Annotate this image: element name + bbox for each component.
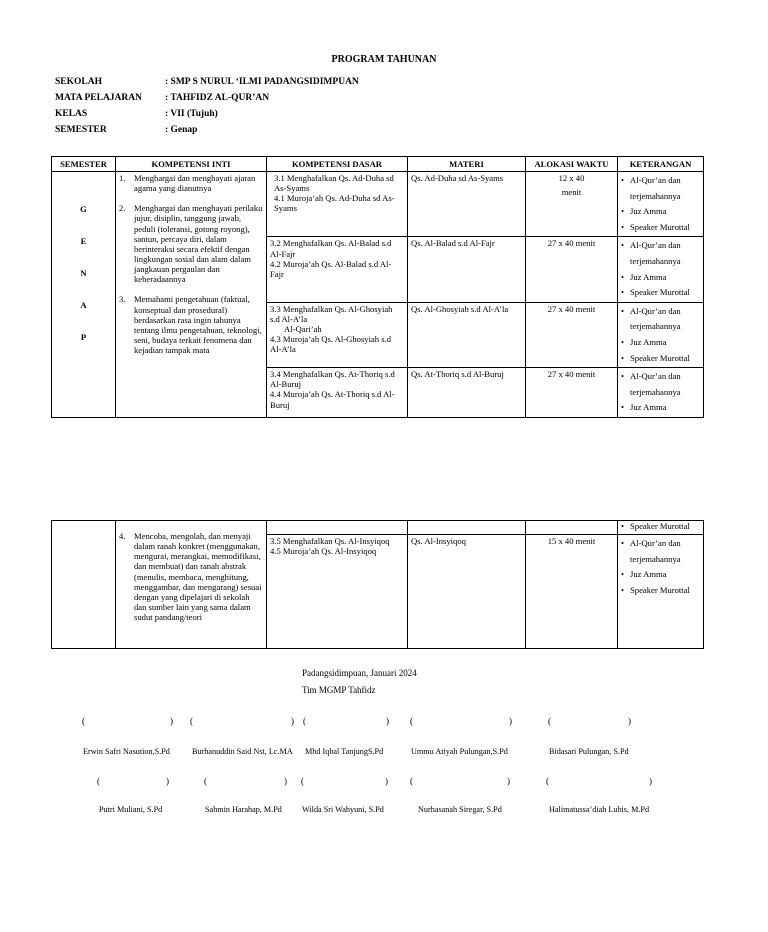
signer-name: Bidasari Pulungan, S.Pd [549, 747, 629, 756]
ki-number: 3. [119, 294, 126, 305]
kd-line: 4.2 Muroja’ah Qs. Al-Balad s.d Al-Fajr [270, 258, 392, 279]
info-label: MATA PELAJARAN [55, 93, 142, 103]
keterangan-item: • Juz Amma [621, 335, 700, 351]
ki-text: Menghargai dan menghayati ajaran agama yang dianutnya [134, 173, 256, 194]
header-ki: KOMPETENSI INTI [116, 157, 267, 172]
keterangan-cell [618, 535, 704, 649]
kd-cell [267, 237, 408, 302]
info-value: : TAHFIDZ AL-QUR’AN [165, 93, 270, 103]
signature-paren-close: ) [628, 716, 631, 726]
alokasi-cell [526, 172, 618, 237]
keterangan-item: • Speaker Murottal [621, 285, 700, 301]
place-date: Padangsidimpuan, Januari 2024 [302, 668, 417, 678]
kd-cell [267, 535, 408, 649]
signature-paren-open: ( [303, 716, 306, 726]
table-row [52, 172, 704, 237]
signature-paren-close: ) [166, 776, 169, 786]
kd-line: 4.4 Muroja’ah Qs. At-Thoriq s.d Al-Buruj [270, 389, 395, 410]
materi-cell [408, 521, 526, 535]
keterangan-item: terjemahannya [630, 321, 681, 332]
signature-paren-close: ) [284, 776, 287, 786]
keterangan-item: • Al-Qur’an dan [621, 173, 700, 189]
keterangan-cell [618, 368, 704, 418]
kd-line: Al-Qari’ah [284, 324, 322, 335]
keterangan-item: • Speaker Murottal [621, 351, 700, 367]
header-semester: SEMESTER [52, 157, 116, 172]
alokasi-value: 12 x 40 [558, 173, 585, 183]
header-alokasi: ALOKASI WAKTU [526, 157, 618, 172]
ki-number: 4. [119, 531, 126, 541]
ki-text: Menghargai dan menghayati perilaku jujur, disiplin, tanggung jawab, peduli (toleransi, gotong royong), santun, percaya diri, dalam berinteraksi secara efektif dengan lingkungan sosial dan alam dalam jangkauan pergaulan dan keberadaannya [134, 203, 263, 285]
ki-text: Memahami pengetahuan (faktual, konseptual dan prosedural) berdasarkan rasa ingin tahunya tentang ilmu pengetahuan, teknologi, seni, budaya terkait fenomena dan kejadian tampak mata [134, 294, 262, 356]
signature-paren-open: ( [97, 776, 100, 786]
signature-paren-open: ( [190, 716, 193, 726]
signature-paren-open: ( [546, 776, 549, 786]
program-table [51, 156, 704, 418]
signature-paren-open: ( [410, 776, 413, 786]
keterangan-item: • Speaker Murottal [621, 220, 700, 236]
info-value: : SMP S NURUL ‘ILMI PADANGSIDIMPUAN [165, 77, 359, 87]
program-table-continued [51, 520, 704, 649]
keterangan-item: terjemahannya [630, 386, 681, 397]
kd-line: 4.3 Muroja’ah Qs. Al-Ghosyiah s.d Al-A’la [270, 334, 392, 355]
signature-paren-close: ) [385, 776, 388, 786]
team-name: Tim MGMP Tahfidz [302, 685, 376, 695]
semester-letter: G [80, 204, 87, 214]
ki-number: 1. [119, 173, 126, 183]
signer-name: Putri Muliani, S.Pd [99, 805, 163, 814]
signer-name: Nurhasanah Siregar, S.Pd [418, 805, 502, 814]
kd-line: 3.4 Menghafalkan Qs. At-Thoriq s.d Al-Buruj [270, 369, 395, 390]
alokasi-cell: 27 x 40 menit [526, 368, 618, 418]
signature-paren-open: ( [301, 776, 304, 786]
alokasi-cell: 15 x 40 menit [526, 535, 618, 649]
signature-paren-open: ( [82, 716, 85, 726]
keterangan-item: • Speaker Murottal [621, 583, 700, 599]
materi-cell: Qs. Al-Insyiqoq [408, 535, 526, 649]
keterangan-cell [618, 237, 704, 302]
keterangan-item: • Juz Amma [621, 204, 700, 220]
alokasi-unit: menit [561, 187, 582, 198]
signature-paren-close: ) [386, 716, 389, 726]
keterangan-item: • Juz Amma [621, 567, 700, 583]
kd-cell [267, 368, 408, 418]
signature-paren-open: ( [410, 716, 413, 726]
semester-cell [52, 521, 116, 649]
keterangan-item: terjemahannya [630, 190, 681, 201]
info-label: SEMESTER [55, 125, 107, 135]
keterangan-cell [618, 302, 704, 367]
kd-line: 3.5 Menghafalkan Qs. Al-Insyiqoq [270, 536, 390, 546]
signer-name: Ummu Atiyah Pulungan,S.Pd [411, 747, 508, 756]
header-materi: MATERI [408, 157, 526, 172]
document-title: PROGRAM TAHUNAN [331, 54, 437, 65]
signer-name: Wilda Sri Wahyuni, S.Pd [302, 805, 384, 814]
keterangan-cell [618, 521, 704, 535]
alokasi-cell [526, 521, 618, 535]
semester-letter: P [80, 332, 87, 342]
signer-name: Burhanuddin Said Nst, Lc.MA [192, 747, 293, 756]
signature-paren-close: ) [291, 716, 294, 726]
semester-letter: E [80, 236, 87, 246]
signature-paren-open: ( [204, 776, 207, 786]
materi-cell: Qs. At-Thoriq s.d Al-Buruj [408, 368, 526, 418]
signer-name: Sahmin Harahap, M.Pd [205, 805, 282, 814]
info-value: : Genap [165, 125, 198, 135]
signer-name: Erwin Safri Nasution,S.Pd [83, 747, 170, 756]
header-keterangan: KETERANGAN [618, 157, 704, 172]
keterangan-item: • Juz Amma [621, 400, 700, 416]
kd-line: 4.5 Muroja’ah Qs. Al-Insyiqoq [270, 546, 377, 557]
signature-paren-close: ) [507, 776, 510, 786]
signature-paren-close: ) [509, 716, 512, 726]
keterangan-item: • Speaker Murottal [621, 521, 700, 532]
materi-cell: Qs. Ad-Duha sd As-Syams [408, 172, 526, 237]
semester-cell [52, 172, 116, 418]
ki-text: Mencoba, mengolah, dan menyaji dalam ranah konkret (menggunakan, mengurai, merangkai, memodifikasi, dan membuat) dan ranah abstrak (menulis, membaca, menghitung, menggambar, dan mengarang) sesuai dengan yang dipelajari di sekolah dan sumber lain yang sama dalam sudut pandang/teori [134, 531, 262, 623]
ki-cell [116, 172, 267, 418]
keterangan-item: • Al-Qur’an dan [621, 238, 700, 254]
keterangan-item: • Al-Qur’an dan [621, 536, 700, 552]
kd-line: 4.1 Muroja’ah Qs. Ad-Duha sd As-Syams [274, 193, 395, 214]
kd-line: 3.3 Menghafalkan Qs. Al-Ghosyiah s.d Al-A’la [270, 303, 393, 324]
signature-paren-open: ( [548, 716, 551, 726]
alokasi-cell: 27 x 40 menit [526, 237, 618, 302]
table-row [52, 521, 704, 535]
keterangan-item: terjemahannya [630, 553, 681, 564]
kd-line: 3.1 Menghafalkan Qs. Ad-Duha sd As-Syams [274, 173, 394, 194]
materi-cell: Qs. Al-Ghosyiah s.d Al-A’la [408, 302, 526, 367]
alokasi-cell: 27 x 40 menit [526, 302, 618, 367]
materi-cell: Qs. Al-Balad s.d Al-Fajr [408, 237, 526, 302]
signature-paren-close: ) [170, 716, 173, 726]
signer-name: Halimatussa’diah Lubis, M.Pd [549, 805, 650, 814]
info-value: : VII (Tujuh) [165, 109, 218, 119]
signer-name: Mhd Iqbal TanjungS.Pd [305, 747, 384, 756]
keterangan-item: • Al-Qur’an dan [621, 304, 700, 320]
semester-letter: N [80, 268, 87, 278]
kd-cell [267, 172, 408, 237]
kd-cell [267, 521, 408, 535]
kd-line: 3.2 Menghafalkan Qs. Al-Balad s.d Al-Fajr [270, 238, 392, 259]
keterangan-cell [618, 172, 704, 237]
keterangan-item: • Juz Amma [621, 270, 700, 286]
semester-letter: A [80, 300, 87, 310]
keterangan-item: • Al-Qur’an dan [621, 369, 700, 385]
table-header-row [52, 157, 704, 172]
ki-number: 2. [119, 203, 126, 214]
signature-paren-close: ) [649, 776, 652, 786]
info-label: SEKOLAH [55, 77, 102, 87]
keterangan-item: terjemahannya [630, 255, 681, 266]
info-label: KELAS [55, 109, 88, 119]
ki-cell [116, 521, 267, 649]
kd-cell [267, 302, 408, 367]
header-kd: KOMPETENSI DASAR [267, 157, 408, 172]
